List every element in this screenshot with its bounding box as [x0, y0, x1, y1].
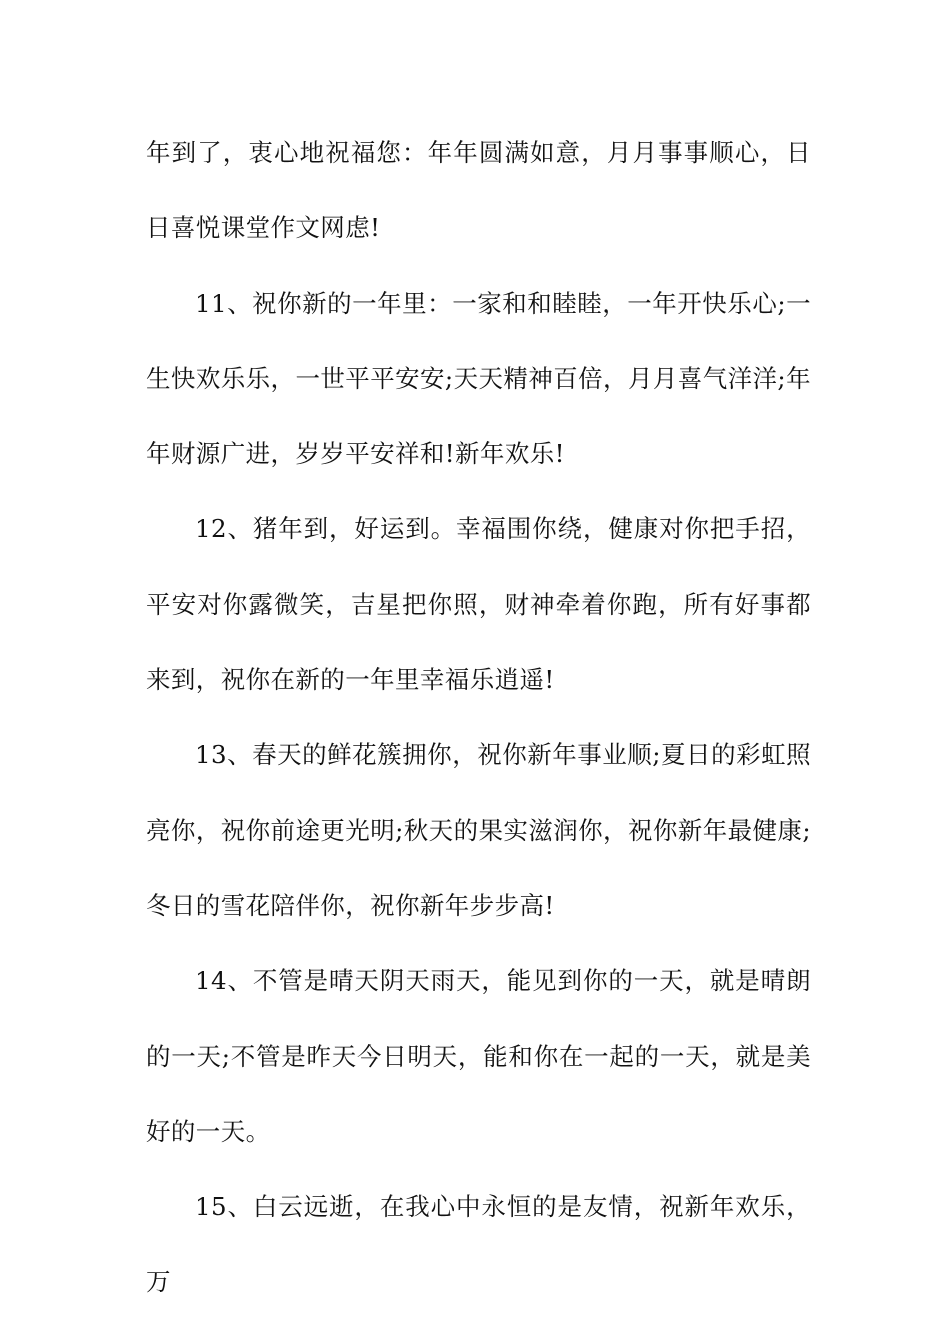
paragraph-15: 15、白云远逝，在我心中永恒的是友情，祝新年欢乐，万: [146, 1192, 811, 1297]
paragraph-12: 12、猪年到，好运到。幸福围你绕，健康对你把手招，平安对你露微笑，吉星把你照，财神牵着你跑，所有好事都来到，祝你在新的一年里幸福乐逍遥!: [146, 514, 811, 695]
paragraph-13: 13、春天的鲜花簇拥你，祝你新年事业顺;夏日的彩虹照亮你，祝你前途更光明;秋天的果实滋润你，祝你新年最健康;冬日的雪花陪伴你，祝你新年步步高!: [146, 740, 811, 920]
paragraph-14: 14、不管是晴天阴天雨天，能见到你的一天，就是晴朗的一天;不管是昨天今日明天，能和你在一起的一天，就是美好的一天。: [146, 966, 811, 1146]
document-body: [146, 115, 811, 1320]
paragraph-11: 11、祝你新的一年里：一家和和睦睦，一年开快乐心;一生快欢乐乐，一世平平安安;天天精神百倍，月月喜气洋洋;年年财源广进，岁岁平安祥和!新年欢乐!: [146, 288, 811, 469]
paragraph-continuation: 年到了，衷心地祝福您：年年圆满如意，月月事事顺心，日日喜悦课堂作文网虑!: [146, 138, 811, 243]
